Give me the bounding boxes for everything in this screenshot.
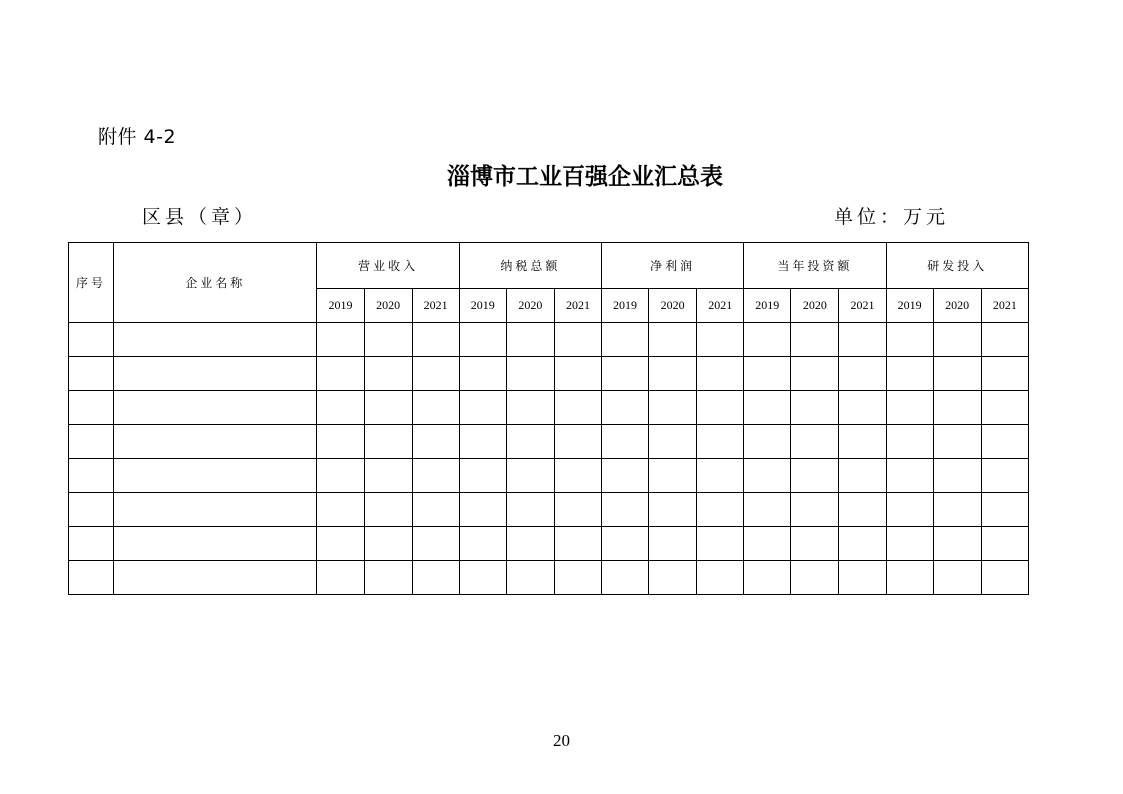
value-cell: [317, 527, 364, 561]
value-cell: [886, 561, 933, 595]
table-row: [69, 493, 1029, 527]
value-cell: [602, 391, 649, 425]
value-cell: [412, 323, 459, 357]
value-cell: [744, 459, 791, 493]
value-cell: [506, 425, 554, 459]
value-cell: [791, 459, 839, 493]
value-cell: [412, 459, 459, 493]
value-cell: [506, 357, 554, 391]
value-cell: [459, 357, 506, 391]
value-cell: [981, 493, 1028, 527]
value-cell: [554, 357, 601, 391]
value-cell: [412, 425, 459, 459]
value-cell: [364, 493, 412, 527]
value-cell: [933, 493, 981, 527]
value-cell: [697, 493, 744, 527]
value-cell: [364, 323, 412, 357]
value-cell: [506, 391, 554, 425]
value-cell: [697, 425, 744, 459]
value-cell: [933, 323, 981, 357]
value-cell: [506, 323, 554, 357]
value-cell: [886, 527, 933, 561]
value-cell: [791, 391, 839, 425]
value-cell: [459, 425, 506, 459]
value-cell: [744, 527, 791, 561]
header-seq: 序号: [69, 243, 114, 323]
header-year: 2019: [886, 289, 933, 323]
value-cell: [744, 391, 791, 425]
company-name-cell: [114, 561, 317, 595]
value-cell: [649, 527, 697, 561]
company-name-cell: [114, 323, 317, 357]
header-year: 2021: [839, 289, 886, 323]
header-group-investment: 当年投资额: [744, 243, 886, 289]
value-cell: [317, 561, 364, 595]
value-cell: [791, 561, 839, 595]
value-cell: [981, 561, 1028, 595]
value-cell: [981, 527, 1028, 561]
value-cell: [839, 561, 886, 595]
value-cell: [649, 425, 697, 459]
header-row-groups: [69, 243, 1029, 289]
value-cell: [649, 357, 697, 391]
value-cell: [459, 561, 506, 595]
value-cell: [886, 357, 933, 391]
value-cell: [554, 459, 601, 493]
seq-cell: [69, 391, 114, 425]
company-name-cell: [114, 459, 317, 493]
value-cell: [554, 391, 601, 425]
header-year: 2019: [744, 289, 791, 323]
table-row: [69, 323, 1029, 357]
seq-cell: [69, 425, 114, 459]
attachment-label: 附件 4-2: [98, 126, 177, 148]
value-cell: [412, 561, 459, 595]
value-cell: [839, 527, 886, 561]
value-cell: [791, 527, 839, 561]
value-cell: [649, 493, 697, 527]
value-cell: [649, 391, 697, 425]
value-cell: [933, 391, 981, 425]
header-group-revenue: 营业收入: [317, 243, 459, 289]
header-group-tax: 纳税总额: [459, 243, 601, 289]
seq-cell: [69, 459, 114, 493]
seq-cell: [69, 493, 114, 527]
value-cell: [744, 425, 791, 459]
table-body: [69, 323, 1029, 595]
value-cell: [317, 357, 364, 391]
header-company-name: 企业名称: [114, 243, 317, 323]
value-cell: [602, 561, 649, 595]
value-cell: [602, 357, 649, 391]
value-cell: [981, 357, 1028, 391]
page-number: 20: [553, 731, 570, 750]
company-name-cell: [114, 527, 317, 561]
table-row: [69, 425, 1029, 459]
value-cell: [317, 323, 364, 357]
value-cell: [364, 527, 412, 561]
value-cell: [791, 425, 839, 459]
value-cell: [791, 493, 839, 527]
company-name-cell: [114, 357, 317, 391]
value-cell: [554, 527, 601, 561]
value-cell: [412, 527, 459, 561]
seq-cell: [69, 527, 114, 561]
value-cell: [744, 323, 791, 357]
value-cell: [364, 391, 412, 425]
value-cell: [933, 425, 981, 459]
value-cell: [554, 425, 601, 459]
value-cell: [364, 357, 412, 391]
value-cell: [744, 357, 791, 391]
header-year: 2021: [554, 289, 601, 323]
header-group-net-profit: 净利润: [602, 243, 744, 289]
value-cell: [933, 561, 981, 595]
header-year: 2021: [981, 289, 1028, 323]
value-cell: [554, 561, 601, 595]
value-cell: [886, 323, 933, 357]
value-cell: [981, 391, 1028, 425]
table-row: [69, 561, 1029, 595]
header-year: 2019: [459, 289, 506, 323]
value-cell: [459, 493, 506, 527]
value-cell: [364, 425, 412, 459]
value-cell: [317, 493, 364, 527]
value-cell: [412, 391, 459, 425]
value-cell: [317, 425, 364, 459]
table-row: [69, 527, 1029, 561]
value-cell: [459, 323, 506, 357]
value-cell: [412, 357, 459, 391]
value-cell: [839, 425, 886, 459]
value-cell: [602, 425, 649, 459]
value-cell: [602, 323, 649, 357]
company-name-cell: [114, 391, 317, 425]
county-seal-label: 区县（章）: [142, 206, 258, 228]
company-name-cell: [114, 493, 317, 527]
value-cell: [933, 357, 981, 391]
document-title: 淄博市工业百强企业汇总表: [447, 163, 723, 190]
unit-label: 单位：万元: [834, 206, 950, 228]
value-cell: [839, 323, 886, 357]
company-name-cell: [114, 425, 317, 459]
value-cell: [981, 459, 1028, 493]
value-cell: [697, 459, 744, 493]
table-row: [69, 357, 1029, 391]
value-cell: [649, 459, 697, 493]
summary-table: [68, 242, 1029, 595]
value-cell: [886, 391, 933, 425]
value-cell: [697, 561, 744, 595]
value-cell: [602, 527, 649, 561]
value-cell: [554, 323, 601, 357]
seq-cell: [69, 561, 114, 595]
header-year: 2020: [364, 289, 412, 323]
seq-cell: [69, 357, 114, 391]
header-year: 2020: [506, 289, 554, 323]
value-cell: [791, 323, 839, 357]
seq-cell: [69, 323, 114, 357]
value-cell: [981, 425, 1028, 459]
value-cell: [459, 527, 506, 561]
value-cell: [317, 459, 364, 493]
value-cell: [506, 561, 554, 595]
value-cell: [506, 493, 554, 527]
value-cell: [744, 561, 791, 595]
value-cell: [839, 391, 886, 425]
value-cell: [697, 527, 744, 561]
header-year: 2019: [602, 289, 649, 323]
value-cell: [364, 561, 412, 595]
value-cell: [317, 391, 364, 425]
value-cell: [886, 425, 933, 459]
header-year: 2020: [933, 289, 981, 323]
value-cell: [649, 561, 697, 595]
table-row: [69, 459, 1029, 493]
header-year: 2020: [791, 289, 839, 323]
value-cell: [554, 493, 601, 527]
value-cell: [839, 459, 886, 493]
value-cell: [506, 459, 554, 493]
value-cell: [602, 493, 649, 527]
header-year: 2019: [317, 289, 364, 323]
value-cell: [839, 357, 886, 391]
header-year: 2021: [697, 289, 744, 323]
value-cell: [364, 459, 412, 493]
table-row: [69, 391, 1029, 425]
value-cell: [459, 459, 506, 493]
value-cell: [886, 459, 933, 493]
value-cell: [744, 493, 791, 527]
value-cell: [459, 391, 506, 425]
value-cell: [981, 323, 1028, 357]
value-cell: [839, 493, 886, 527]
value-cell: [506, 527, 554, 561]
header-year: 2020: [649, 289, 697, 323]
header-year: 2021: [412, 289, 459, 323]
value-cell: [412, 493, 459, 527]
header-group-rnd: 研发投入: [886, 243, 1028, 289]
value-cell: [791, 357, 839, 391]
value-cell: [697, 357, 744, 391]
value-cell: [649, 323, 697, 357]
value-cell: [602, 459, 649, 493]
value-cell: [697, 323, 744, 357]
value-cell: [933, 527, 981, 561]
value-cell: [933, 459, 981, 493]
value-cell: [697, 391, 744, 425]
value-cell: [886, 493, 933, 527]
